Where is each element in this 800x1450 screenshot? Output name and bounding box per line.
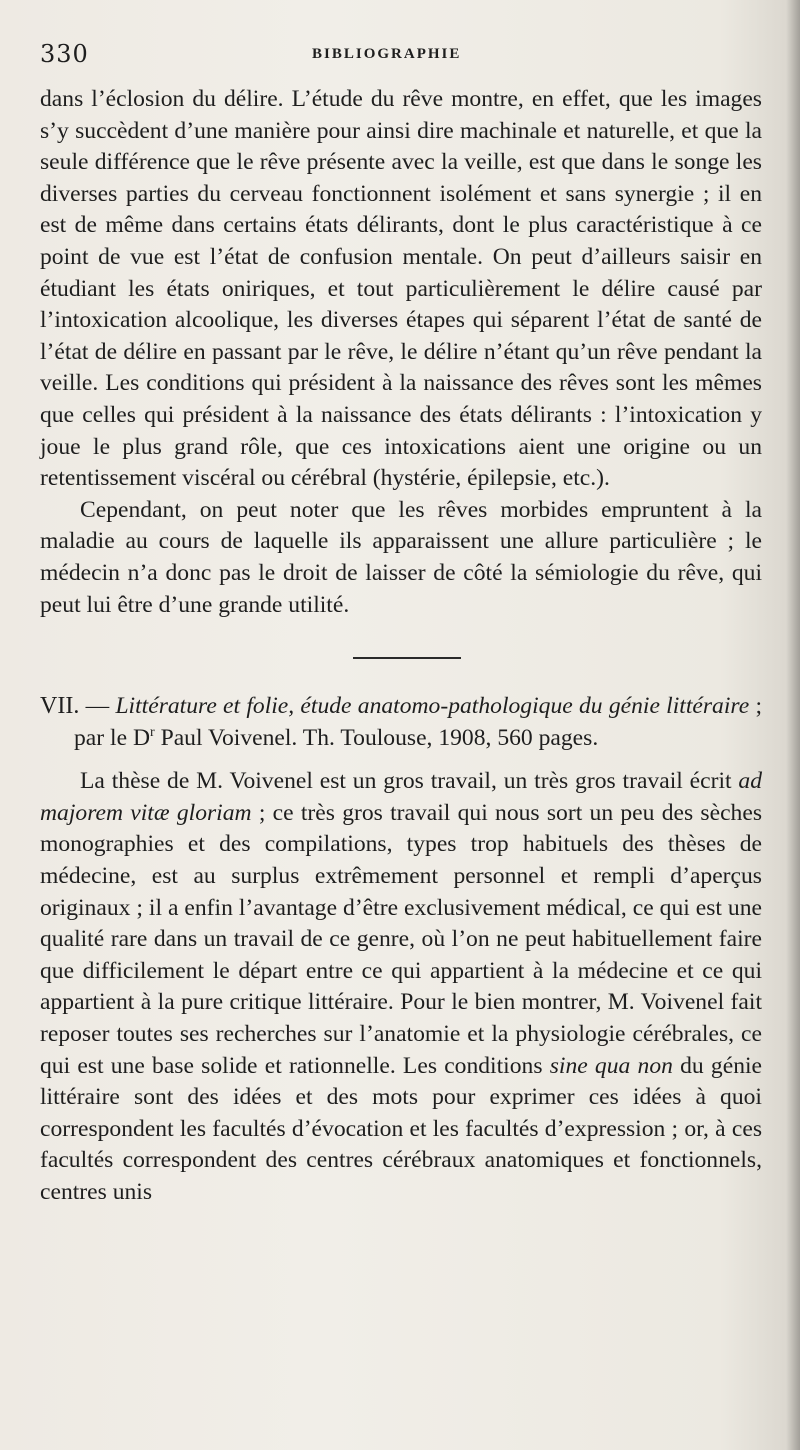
paragraph-3-part-1: La thèse de M. Voivenel est un gros travail, un très gros travail écrit <box>80 768 739 795</box>
entry-dr-superscript: r <box>150 724 155 740</box>
page-number: 330 <box>40 40 89 68</box>
paragraph-3-part-3: du génie littéraire sont des idées et des mots pour exprimer ces idées à quoi correspondent les facultés d’évocation et les facultés d’expression ; or, à ces facultés correspondent des centres cérébraux anatomiques et fonctionnels, centres unis <box>40 1052 763 1205</box>
entry-by: ; par le D <box>74 693 762 751</box>
entry-details: Paul Voivenel. Th. Toulouse, 1908, 560 pages. <box>154 724 599 751</box>
entry-dash: — <box>79 693 116 720</box>
entry-number: VII. <box>40 693 80 720</box>
body-text <box>40 84 762 1209</box>
page-header <box>40 40 760 70</box>
binding-shadow <box>786 0 800 1450</box>
latin-phrase-2: sine qua non <box>549 1052 673 1079</box>
running-head: BIBLIOGRAPHIE <box>312 46 462 62</box>
bibliography-entry <box>40 691 762 754</box>
entry-title: Littérature et folie, étude anatomo-pathologique du génie littéraire <box>115 693 750 720</box>
latin-phrase-1: ad majorem vitæ gloriam <box>40 768 762 826</box>
section-separator <box>353 657 461 659</box>
paragraph-3 <box>40 766 762 1208</box>
paragraph-3-part-2: ; ce très gros travail qui nous sort un peu des sèches monographies et des compilations, types trop habituels des thèses de médecine, est au surplus extrêmement personnel et rempli d’aperçus originaux ; il a enfin l’avantage d’être exclusivement médical, ce qui est une qualité rare dans un travail de ce genre, où l’on ne peut habituellement faire que difficilement le départ entre ce qui appartient à la médecine et ce qui appartient à la pure critique littéraire. Pour le bien montrer, M. Voivenel fait reposer toutes ses recherches sur l’anatomie et la physiologie cérébrales, ce qui est une base solide et rationnelle. Les conditions <box>40 799 762 1079</box>
paragraph-1: dans l’éclosion du délire. L’étude du rêve montre, en effet, que les images s’y succèdent d’une manière pour ainsi dire machinale et naturelle, et que la seule différence que le rêve présente avec la veille, est que dans le songe les diverses parties du cerveau fonctionnent isolément et sans synergie ; il en est de même dans certains états délirants, dont le plus caractéristique à ce point de vue est l’état de confusion mentale. On peut d’ailleurs saisir en étudiant les états oniriques, et tout particulièrement le délire causé par l’intoxication alcoolique, les diverses étapes qui séparent l’état de santé de l’état de délire en passant par le rêve, le délire n’étant qu’un rêve pendant la veille. Les conditions qui président à la naissance des rêves sont les mêmes que celles qui président à la naissance des états délirants : l’intoxication y joue le plus grand rôle, que ces intoxications aient une origine ou un retentissement viscéral ou cérébral (hystérie, épilepsie, etc.). <box>40 86 762 492</box>
paragraph-2: Cependant, on peut noter que les rêves morbides empruntent à la maladie au cours de laquelle ils apparaissent une allure particulière ; le médecin n’a donc pas le droit de laisser de côté la sémiologie du rêve, qui peut lui être d’une grande utilité. <box>40 496 762 618</box>
